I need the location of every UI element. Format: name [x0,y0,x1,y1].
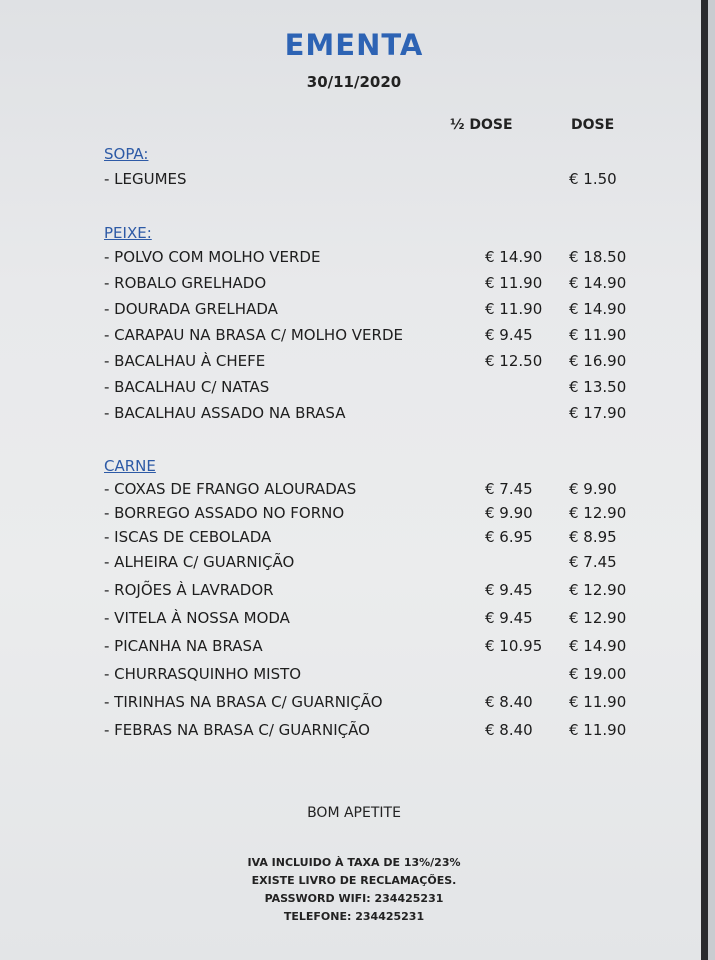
column-header-dose: DOSE [571,117,615,133]
item-price-full: € 7.45 [569,553,617,571]
item-price-half: € 11.90 [485,300,543,318]
footer-vat-note: IVA INCLUIDO À TAXA DE 13%/23% [247,856,461,869]
item-price-half: € 8.40 [485,693,533,711]
item-price-half: € 9.45 [485,581,533,599]
menu-item [104,665,664,687]
item-name: - VITELA À NOSSA MODA [104,609,290,627]
item-price-half: € 9.90 [485,504,533,522]
item-price-half: € 14.90 [485,248,543,266]
menu-item [104,274,664,296]
item-price-full: € 17.90 [569,404,627,422]
menu-date: 30/11/2020 [306,73,402,91]
item-name: - BACALHAU C/ NATAS [104,378,270,396]
item-price-half: € 9.45 [485,609,533,627]
item-price-full: € 11.90 [569,326,627,344]
item-name: - ALHEIRA C/ GUARNIÇÃO [104,553,295,571]
item-name: - PICANHA NA BRASA [104,637,263,655]
item-price-full: € 9.90 [569,480,617,498]
item-price-half: € 8.40 [485,721,533,739]
item-price-full: € 16.90 [569,352,627,370]
menu-item [104,378,664,400]
footer-wifi-password: PASSWORD WIFI: 234425231 [264,892,444,905]
menu-item [104,480,664,502]
item-name: - COXAS DE FRANGO ALOURADAS [104,480,357,498]
item-price-full: € 8.95 [569,528,617,546]
menu-item [104,693,664,715]
item-name: - POLVO COM MOLHO VERDE [104,248,321,266]
item-price-half: € 6.95 [485,528,533,546]
menu-item [104,553,664,575]
item-name: - CHURRASQUINHO MISTO [104,665,302,683]
section-heading-sopa: SOPA: [104,145,149,163]
item-name: - BACALHAU ASSADO NA BRASA [104,404,346,422]
menu-item [104,637,664,659]
item-price-full: € 14.90 [569,300,627,318]
menu-title: EMENTA [284,28,424,62]
item-price-full: € 11.90 [569,721,627,739]
column-header-half-dose: ½ DOSE [450,117,513,133]
item-price-full: € 13.50 [569,378,627,396]
item-price-full: € 12.90 [569,609,627,627]
item-price-full: € 14.90 [569,274,627,292]
item-price-full: € 18.50 [569,248,627,266]
footer-telephone: TELEFONE: 234425231 [283,910,425,923]
item-price-full: € 12.90 [569,581,627,599]
item-price-full: € 12.90 [569,504,627,522]
item-name: - DOURADA GRELHADA [104,300,278,318]
section-heading-peixe: PEIXE: [104,224,152,242]
footer-complaints-note: EXISTE LIVRO DE RECLAMAÇÕES. [251,874,457,887]
item-price-half: € 10.95 [485,637,543,655]
menu-item [104,300,664,322]
menu-item [104,581,664,603]
item-price-half: € 7.45 [485,480,533,498]
menu-item [104,352,664,374]
item-name: - FEBRAS NA BRASA C/ GUARNIÇÃO [104,721,370,739]
item-price-full: € 1.50 [569,170,617,188]
item-name: - BORREGO ASSADO NO FORNO [104,504,345,522]
item-name: - ISCAS DE CEBOLADA [104,528,272,546]
section-heading-carne: CARNE [104,457,156,475]
menu-item [104,721,664,743]
item-price-full: € 14.90 [569,637,627,655]
closing-greeting: BOM APETITE [307,805,401,821]
item-name: - CARAPAU NA BRASA C/ MOLHO VERDE [104,326,403,344]
item-price-half: € 11.90 [485,274,543,292]
item-price-half: € 12.50 [485,352,543,370]
menu-item [104,170,664,192]
footer-notes [0,854,708,926]
item-price-full: € 19.00 [569,665,627,683]
item-name: - ROJÕES À LAVRADOR [104,581,274,599]
item-price-half: € 9.45 [485,326,533,344]
menu-item [104,326,664,348]
item-name: - TIRINHAS NA BRASA C/ GUARNIÇÃO [104,693,383,711]
menu-item [104,528,664,550]
item-price-full: € 11.90 [569,693,627,711]
item-name: - ROBALO GRELHADO [104,274,267,292]
menu-item [104,404,664,426]
menu-item [104,504,664,526]
item-name: - LEGUMES [104,170,187,188]
menu-item [104,609,664,631]
menu-item [104,248,664,270]
item-name: - BACALHAU À CHEFE [104,352,266,370]
